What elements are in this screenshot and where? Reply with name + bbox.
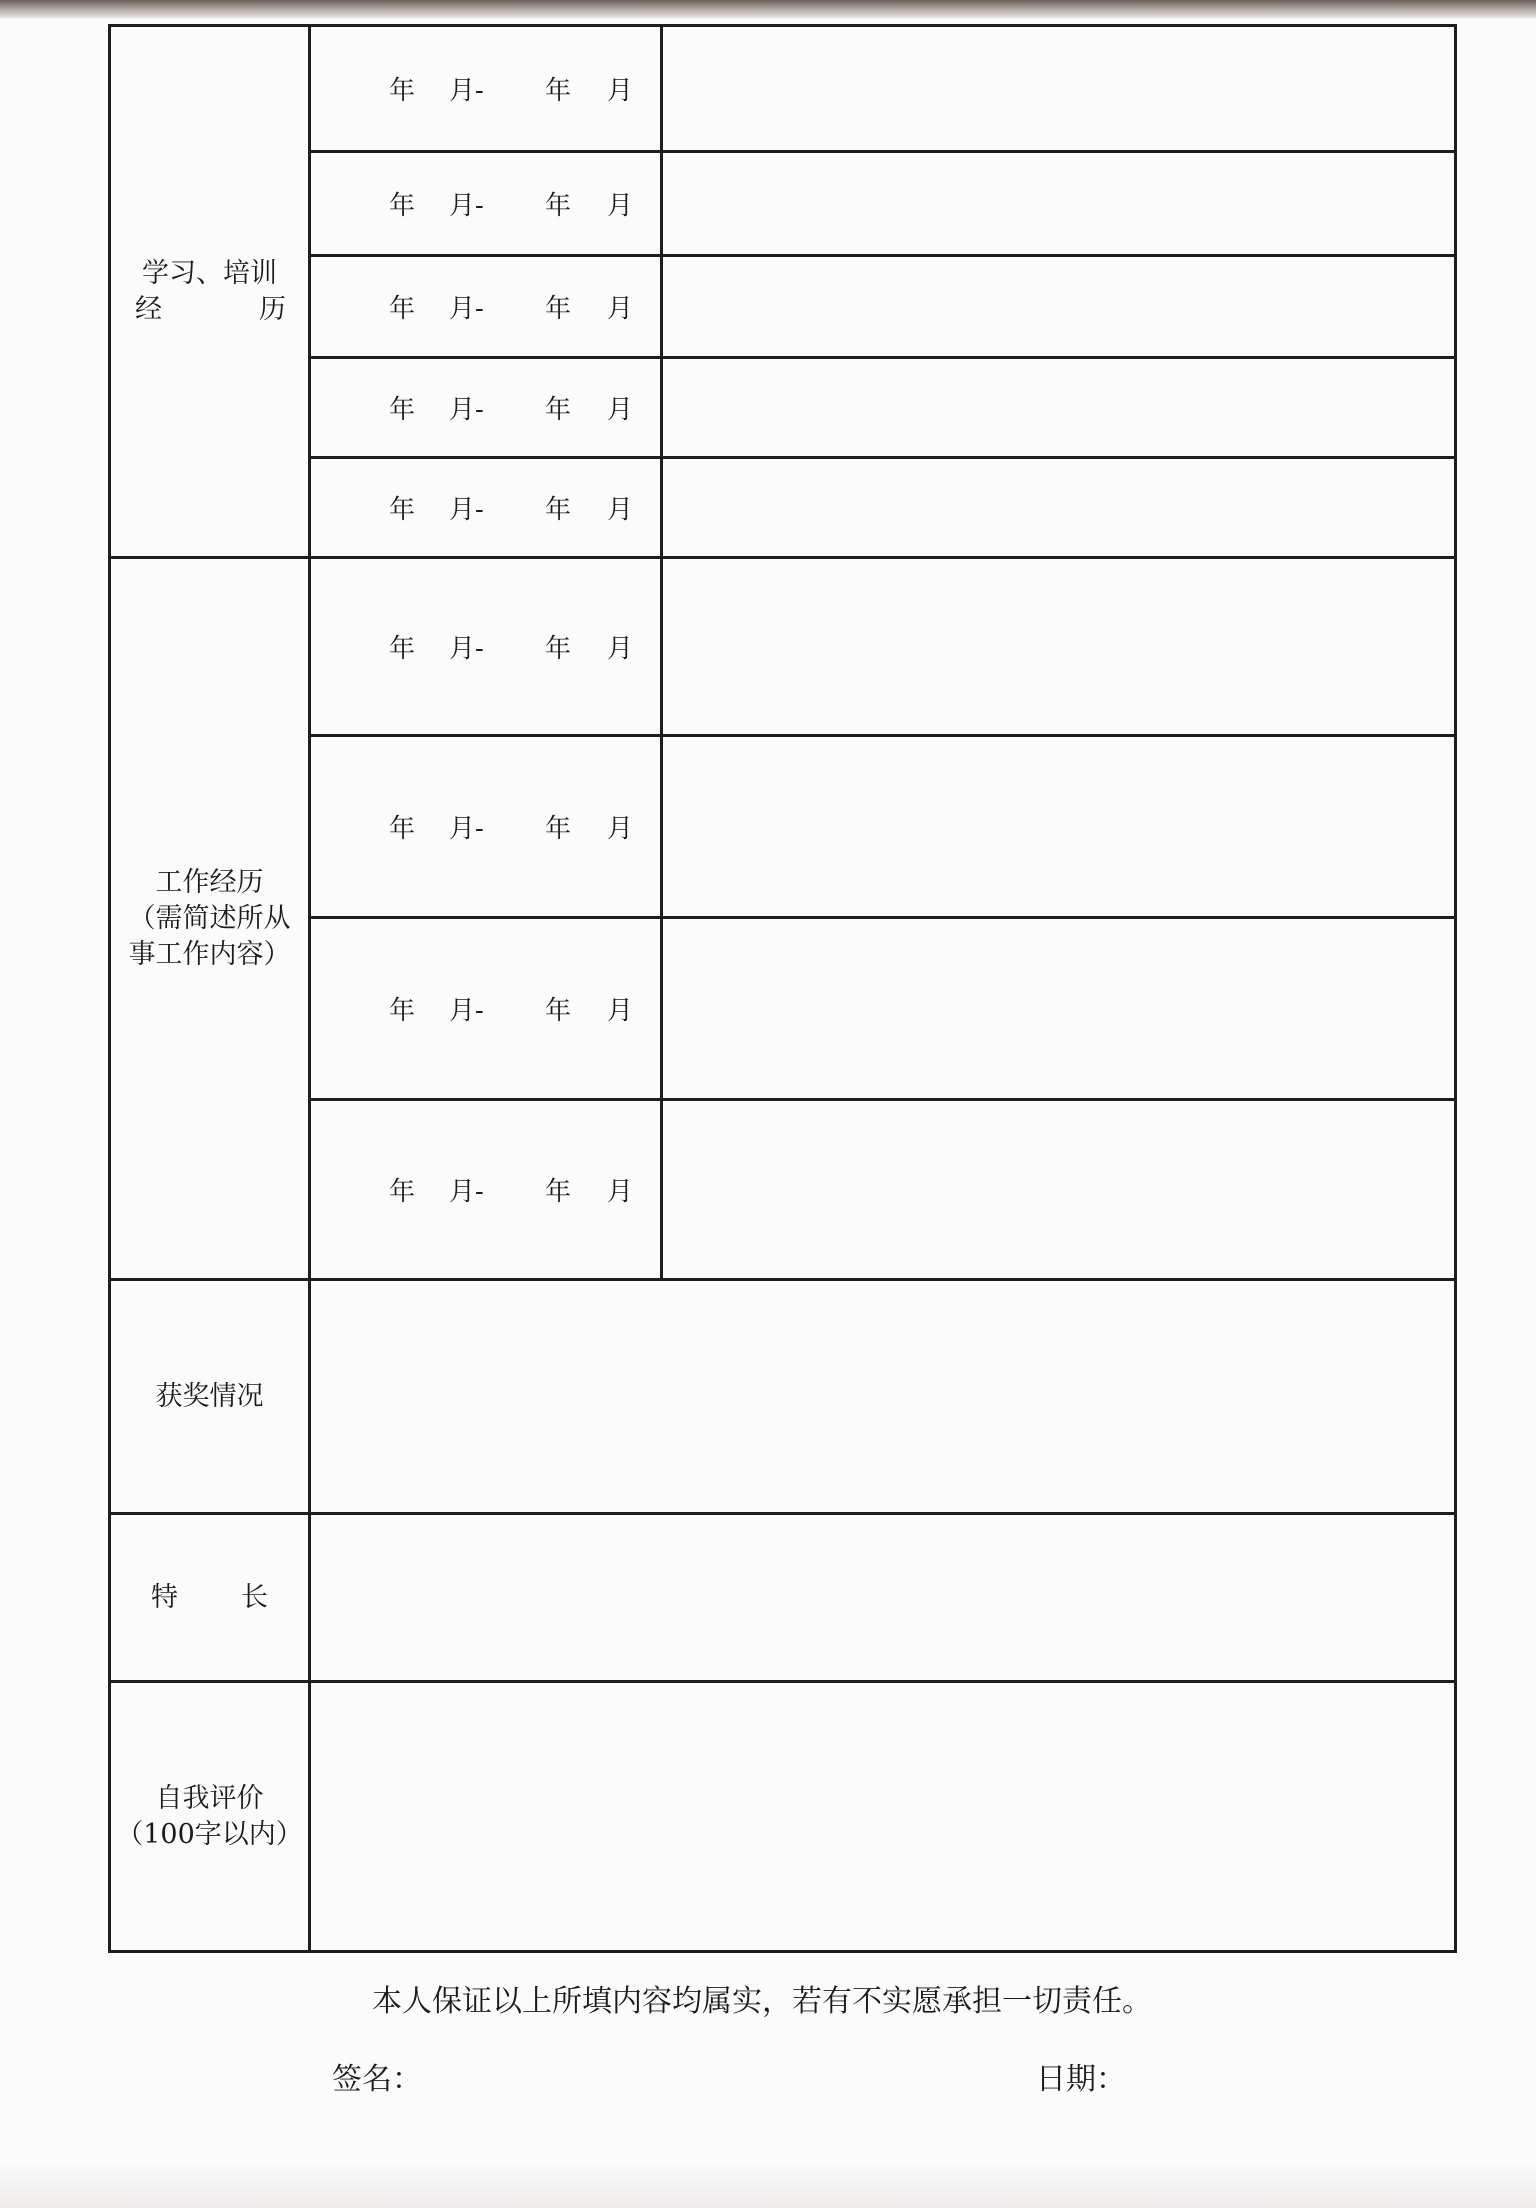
date-month-start: 月- [449, 76, 484, 106]
work-row [110, 1100, 1456, 1280]
date-month-start: 月- [449, 395, 484, 425]
date-year-start: 年 [389, 634, 416, 664]
date-month-end: 月 [607, 634, 634, 664]
specialty-label-cell [110, 1514, 310, 1682]
date-month-start: 月- [449, 294, 484, 324]
education-row [110, 26, 1456, 152]
resume-form-table [108, 24, 1457, 1953]
work-date-cell[interactable] [310, 918, 662, 1100]
work-row [110, 918, 1456, 1100]
work-detail-field[interactable] [662, 918, 1456, 1100]
specialty-row [110, 1514, 1456, 1682]
date-year-start: 年 [389, 1177, 416, 1207]
work-label-line1: 工作经历 [155, 866, 264, 898]
awards-field[interactable] [310, 1280, 1456, 1514]
date-year-start: 年 [389, 395, 416, 425]
specialty-label [111, 1580, 308, 1616]
date-month-start: 月- [449, 191, 484, 221]
self-evaluation-field[interactable] [310, 1682, 1456, 1952]
specialty-field[interactable] [310, 1514, 1456, 1682]
education-label-line1: 学习、培训 [142, 257, 277, 289]
date-year-start: 年 [389, 814, 416, 844]
specialty-label-first: 特 [151, 1581, 178, 1613]
date-year-end: 年 [545, 1177, 572, 1207]
date-month-start: 月- [449, 996, 484, 1026]
date-year-end: 年 [545, 634, 572, 664]
date-year-end: 年 [545, 395, 572, 425]
education-label-line2-second: 历 [259, 293, 286, 325]
self-evaluation-label-cell [110, 1682, 310, 1952]
work-detail-field[interactable] [662, 558, 1456, 736]
date-month-end: 月 [607, 1177, 634, 1207]
date-year-end: 年 [545, 294, 572, 324]
date-month-end: 月 [607, 76, 634, 106]
awards-label-cell [110, 1280, 310, 1514]
education-row [110, 458, 1456, 558]
date-year-end: 年 [545, 814, 572, 844]
education-date-cell[interactable] [310, 26, 662, 152]
education-detail-field[interactable] [662, 152, 1456, 256]
date-year-end: 年 [545, 495, 572, 525]
specialty-label-second: 长 [241, 1581, 268, 1613]
date-year-start: 年 [389, 294, 416, 324]
date-month-end: 月 [607, 294, 634, 324]
education-date-cell[interactable] [310, 458, 662, 558]
date-month-end: 月 [607, 495, 634, 525]
self-evaluation-row [110, 1682, 1456, 1952]
education-detail-field[interactable] [662, 256, 1456, 358]
education-date-cell[interactable] [310, 152, 662, 256]
date-month-end: 月 [607, 395, 634, 425]
date-month-end: 月 [607, 996, 634, 1026]
date-year-start: 年 [389, 191, 416, 221]
awards-row [110, 1280, 1456, 1514]
date-month-start: 月- [449, 495, 484, 525]
education-date-cell[interactable] [310, 358, 662, 458]
date-label: 日期： [1036, 2062, 1126, 2097]
date-month-end: 月 [607, 814, 634, 844]
work-detail-field[interactable] [662, 736, 1456, 918]
work-label-cell [110, 558, 310, 1280]
education-detail-field[interactable] [662, 358, 1456, 458]
education-row [110, 256, 1456, 358]
work-row [110, 736, 1456, 918]
date-month-start: 月- [449, 814, 484, 844]
work-label-line2: （需简述所从 [128, 902, 291, 934]
page-bottom-shadow [0, 2160, 1536, 2208]
date-month-end: 月 [607, 191, 634, 221]
date-year-start: 年 [389, 495, 416, 525]
date-year-start: 年 [389, 996, 416, 1026]
self-evaluation-label-line2: （100字以内） [116, 1818, 303, 1850]
education-detail-field[interactable] [662, 26, 1456, 152]
work-label-line3: 事工作内容） [128, 938, 291, 970]
page-top-shadow [0, 0, 1536, 18]
date-year-end: 年 [545, 996, 572, 1026]
awards-label: 获奖情况 [155, 1380, 264, 1412]
date-month-start: 月- [449, 634, 484, 664]
education-detail-field[interactable] [662, 458, 1456, 558]
education-date-cell[interactable] [310, 256, 662, 358]
education-row [110, 358, 1456, 458]
declaration-statement: 本人保证以上所填内容均属实，若有不实愿承担一切责任。 [372, 1984, 1152, 2019]
date-year-start: 年 [389, 76, 416, 106]
date-year-end: 年 [545, 191, 572, 221]
work-row [110, 558, 1456, 736]
work-date-cell[interactable] [310, 558, 662, 736]
signature-label: 签名： [332, 2062, 422, 2097]
education-row [110, 152, 1456, 256]
education-label-line2-first: 经 [135, 293, 162, 325]
work-date-cell[interactable] [310, 1100, 662, 1280]
date-year-end: 年 [545, 76, 572, 106]
work-date-cell[interactable] [310, 736, 662, 918]
work-detail-field[interactable] [662, 1100, 1456, 1280]
education-label-line2 [111, 292, 308, 328]
education-label-cell [110, 26, 310, 558]
date-month-start: 月- [449, 1177, 484, 1207]
self-evaluation-label-line1: 自我评价 [155, 1782, 264, 1814]
